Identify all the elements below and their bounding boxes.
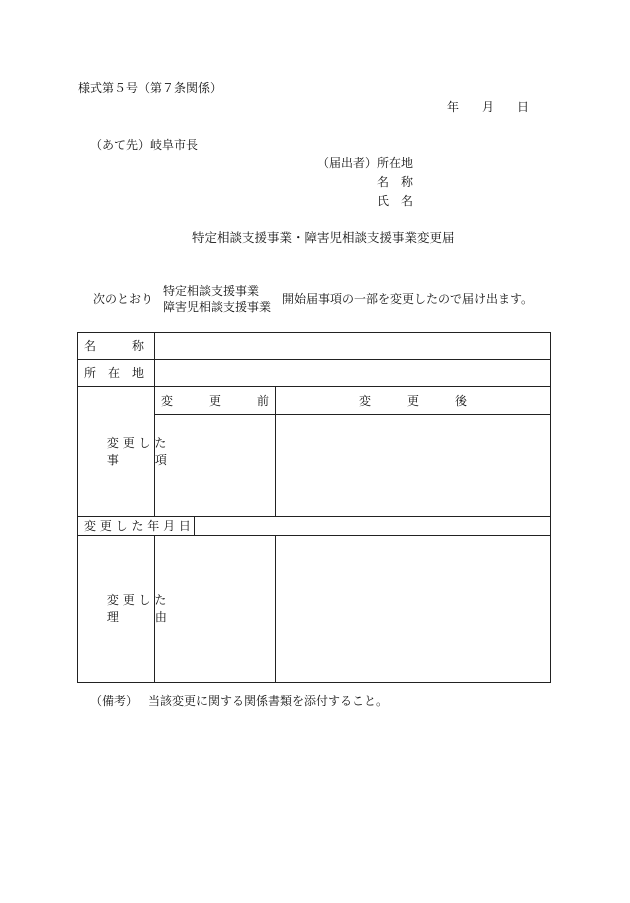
- changed-items-label: 変 更 し た 事 項: [106, 435, 167, 467]
- reason-label: 変 更 し た 理 由: [106, 593, 167, 624]
- before-header: 変 更 前: [155, 387, 276, 415]
- notifier-person-label: 氏 名: [377, 194, 414, 208]
- statement-suffix: 開始届事項の一部を変更したので届け出ます。: [282, 292, 534, 306]
- after-header: 変 更 後: [276, 387, 551, 415]
- address-row: [78, 360, 551, 387]
- name-label: 名 称: [78, 333, 155, 360]
- change-date-field[interactable]: [195, 517, 551, 536]
- reason-before-field[interactable]: [155, 536, 276, 683]
- change-date-label: 変 更 し た 年 月 日: [78, 517, 195, 536]
- name-field[interactable]: [155, 333, 551, 360]
- date-month-label: 月: [482, 100, 495, 114]
- statement-option-disabled-child: 障害児相談支援事業: [163, 300, 272, 314]
- change-form-table: [77, 332, 551, 683]
- reason-label-cell: [78, 536, 167, 683]
- form-number: 様式第５号（第７条関係）: [78, 81, 223, 95]
- remarks-label: （備考）: [90, 694, 139, 708]
- changed-items-after-field[interactable]: [276, 415, 551, 517]
- statement-option-specified: 特定相談支援事業: [163, 284, 260, 298]
- notifier-name-label: 名 称: [377, 175, 414, 189]
- addressee: （あて先）岐阜市長: [90, 138, 199, 152]
- changed-items-label-cell: [78, 387, 167, 517]
- reason-row: [78, 536, 551, 683]
- notifier-address-label: 所在地: [377, 156, 414, 170]
- change-header-row: [78, 387, 551, 415]
- date-year-label: 年: [447, 100, 460, 114]
- reason-after-field[interactable]: [276, 536, 551, 683]
- document-title: 特定相談支援事業・障害児相談支援事業変更届: [192, 230, 455, 245]
- statement-prefix: 次のとおり: [93, 292, 154, 306]
- changed-items-before-field[interactable]: [155, 415, 276, 517]
- name-row: [78, 333, 551, 360]
- date-day-label: 日: [517, 100, 530, 114]
- address-field[interactable]: [155, 360, 551, 387]
- address-label: 所 在 地: [78, 360, 155, 387]
- notifier-label: （届出者）: [317, 156, 378, 170]
- change-date-row: [78, 517, 551, 536]
- remarks-text: 当該変更に関する関係書類を添付すること。: [148, 694, 389, 708]
